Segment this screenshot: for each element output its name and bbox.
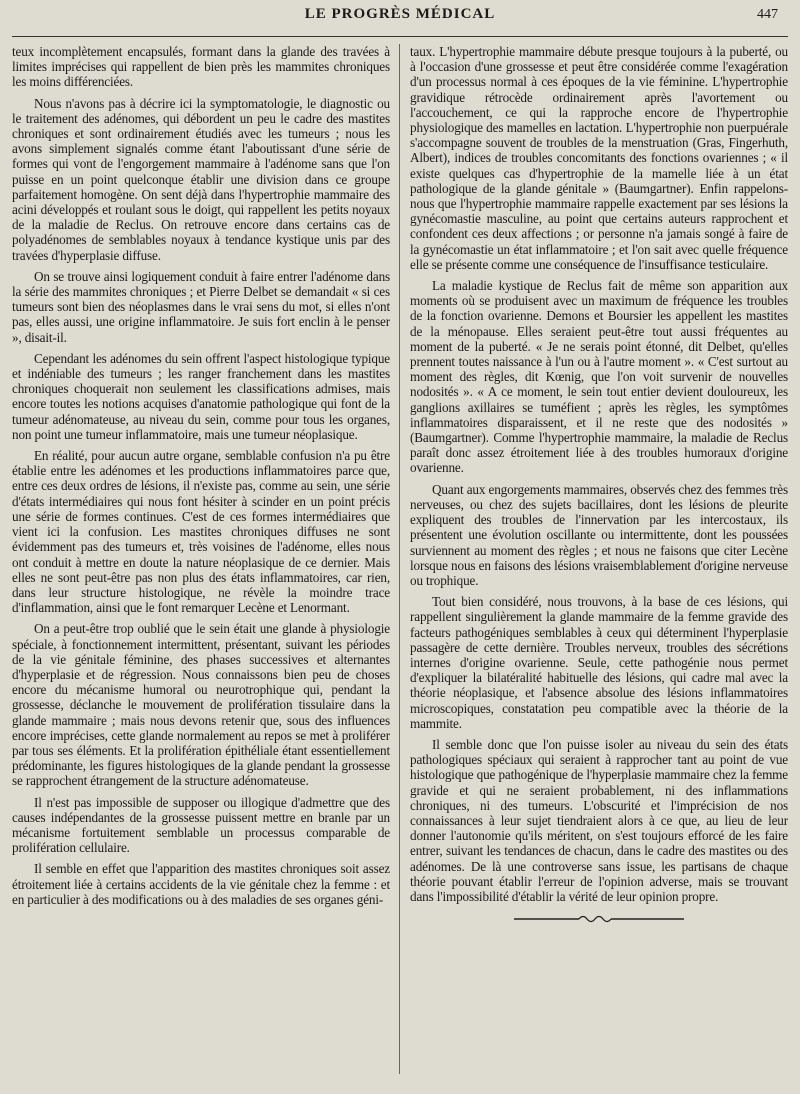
paragraph: La maladie kystique de Reclus fait de même son apparition aux moments où se produisent avec un maximum de fréquence les troubles de la fonction ovarienne. Demons et Boursier les appellent les mastites de la ménopause. Elles seraient peut-être tout aussi fréquentes au moment de la puberté. « Je ne serais point étonné, dit Delbet, qu'elles prennent toutes naissance à l'un ou à l'autre moment ». « C'est surtout au moment des règles, dit Kœnig, que l'on voit survenir de nouvelles nodosités ». « A ce moment, le sein tout entier devient douloureux, les ganglions axillaires se tuméfient ; après les règles, les symptômes inflammatoires disparaissent, et il ne reste que des nodosités » (Baumgartner). Comme l'hypertrophie mammaire, la maladie de Reclus paraît donc assez étroitement liée à des troubles humoraux d'origine ovarienne. xyxy=(410,278,788,476)
right-column xyxy=(410,44,788,1084)
page-number: 447 xyxy=(757,7,778,22)
paragraph: On a peut-être trop oublié que le sein était une glande à physiologie spéciale, à fonctionnement intermittent, présentant, suivant les périodes de la vie génitale féminine, des phases successives et alternantes d'hyperplasie et de régression. Nous connaissons bien peu de choses encore du mécanisme humoral ou neurotrophique qui, pendant la grossesse, déclanche le mouvement de prolifération tissulaire dans la glande mammaire ; mais nous devons retenir que, sous des influences encore imprécises, cette glande normalement au repos se met à proliférer par tous ses éléments. Et la prolifération épithéliale étant essentiellement prédominante, les figures histologiques de la glande pendant la grossesse se rapprochent étrangement de la structure adénomateuse. xyxy=(12,621,390,789)
paragraph: Quant aux engorgements mammaires, observés chez des femmes très nerveuses, ou chez des sujets bacillaires, dont les lésions de pleurite expliquent des troubles de l'innervation par les intercostaux, ils présentent une évolution oscillante ou intermittente, dont les poussées surviennent au moment des règles ; et nous ne faisons que citer Lecène lorsque nous en faisons des lésions vraisemblablement d'origine nerveuse ou trophique. xyxy=(410,481,788,588)
paragraph: On se trouve ainsi logiquement conduit à faire entrer l'adénome dans la série des mammites chroniques ; et Pierre Delbet se demandait « si ces tumeurs sont bien des néoplasmes dans le vrai sens du mot, si elles n'ont pas, elles aussi, une origine inflammatoire. Je suis fort enclin à le penser », disait-il. xyxy=(12,268,390,345)
paragraph: Nous n'avons pas à décrire ici la symptomatologie, le diagnostic ou le traitement des adénomes, qui débordent un peu le cadre des mastites chroniques et sont ordinairement étudiés avec les tumeurs ; nous les avons simplement signalés comme étant l'aboutissant d'une série de formes qui vont de l'engorgement mammaire à l'adénome sans que l'on puisse en un point quelconque établir une division dans ce groupe parfaitement homogène. On sent déjà dans l'hypertrophie mammaire des acini développés et roulant sous le doigt, qui rappellent les petits noyaux de la maladie de Reclus. On retrouve encore dans certains cas de polyadénomes de semblables noyaux à tendance kystique unis par des travées d'hyperplasie diffuse. xyxy=(12,95,390,263)
column-divider xyxy=(399,44,400,1074)
journal-title: LE PROGRÈS MÉDICAL xyxy=(304,6,496,22)
paragraph: teux incomplètement encapsulés, formant dans la glande des travées à limites imprécises qui rappellent de bien près les mammites chroniques les moins différenciées. xyxy=(12,44,390,90)
left-column xyxy=(12,44,390,1084)
paragraph: Cependant les adénomes du sein offrent l'aspect histologique typique et indéniable des tumeurs ; les ranger franchement dans les mastites chroniques choquerait non seulement les classifications admises, mais encore toutes les notions acquises d'anatomie pathologique qui font de la tumeur adénomateuse, au niveau du sein, comme pour tous les organes, non point une tumeur inflammatoire, mais une tumeur néoplasique. xyxy=(12,350,390,442)
paragraph: Il n'est pas impossible de supposer ou illogique d'admettre que des causes indépendantes de la grossesse puissent mettre en branle par un mécanisme fortuitement semblable un processus comparable de prolifération cellulaire. xyxy=(12,794,390,856)
paragraph: taux. L'hypertrophie mammaire débute presque toujours à la puberté, ou à l'occasion d'une grossesse et peut être considérée comme l'exagération d'un processus normal à ces époques de la vie féminine. L'hypertrophie gravidique rétrocède ordinairement après l'avortement ou l'accouchement, ce qui la rapproche encore de l'hypertrophie physiologique des mamelles en lactation. L'hypertrophie non puerpuérale s'accompagne souvent de troubles de la menstruation (Gras, Fingerhuth, Albert), indices de troubles concomitants des fonctions ovariennes ; « il existe quelques cas d'hypertrophie de la mamelle liée à un état pathologique de la glande génitale » (Baumgartner). Enfin rappelons-nous que l'hypertrophie mammaire rappelle exactement par ses lésions la gynécomastie masculine, au point que certains auteurs rapprochent et confondent ces deux affections ; or personne n'a jamais songé à faire de la gynécomastie un état inflammatoire ; et l'on sait avec quelle fréquence elle se présente comme une conséquence de l'insuffisance testiculaire. xyxy=(410,44,788,272)
paragraph: En réalité, pour aucun autre organe, semblable confusion n'a pu être établie entre les adénomes et les productions inflammatoires parce que, entre ces deux ordres de lésions, il n'existe pas, comme au sein, une série d'états intermédiaires qui nous font hésiter à scinder en un point précis une série de formes continues. C'est de ces formes intermédiaires que vient ici la confusion. Les mastites chroniques diffuses ne sont évidemment pas des tumeurs et, très voisines de l'adénome, elles nous ont conduit à mettre en doute la nature néoplasique de ce dernier. Mais elles ne sont peut-être pas non plus des états inflammatoires, car rien, dans leur structure histologique, ne révèle la moindre trace d'inflammation, ainsi que le font remarquer Lecène et Lenormant. xyxy=(12,448,390,616)
running-header xyxy=(12,0,788,37)
end-of-article-ornament xyxy=(514,914,684,924)
paragraph: Tout bien considéré, nous trouvons, à la base de ces lésions, qui rappellent singulièrement la glande mammaire de la femme gravide des facteurs pathogéniques semblables à ceux qui déterminent l'hyperplasie passagère de cette dernière. Troubles nerveux, troubles des sécrétions internes d'origine ovarienne. Seule, cette pathogénie nous permet d'expliquer la bilatéralité habituelle des lésions, qui cadre mal avec la théorie néoplasique, et l'absence absolue des lésions inflammatoires microscopiques, constatation peu compatible avec la théorie de la mammite. xyxy=(410,594,788,731)
text-columns xyxy=(12,44,788,1084)
paragraph: Il semble en effet que l'apparition des mastites chroniques soit assez étroitement liée à certains accidents de la vie génitale chez la femme : et en particulier à des modifications ou à des maladies de ses organes géni- xyxy=(12,861,390,907)
paragraph: Il semble donc que l'on puisse isoler au niveau du sein des états pathologiques spéciaux qui seraient à rapprocher tant au point de vue histologique que pathogénique de l'hyperplasie mammaire chez la femme gravide et qui ne seraient probablement, ni des inflammations chroniques, ni des tumeurs. L'obscurité et l'imprécision de nos connaissances à leur sujet tiendraient alors à ce que, au lieu de leur donner l'autonomie qu'ils méritent, on s'est toujours efforcé de les faire entrer, suivant les tendances de chacun, dans le cadre des mastites ou des adénomes. De là une controverse sans issue, les partisans de chaque théorie pouvant établir l'erreur de l'opinion adverse, mais se trouvant dans l'impossibilité d'établir la vérité de leur opinion propre. xyxy=(410,736,788,904)
